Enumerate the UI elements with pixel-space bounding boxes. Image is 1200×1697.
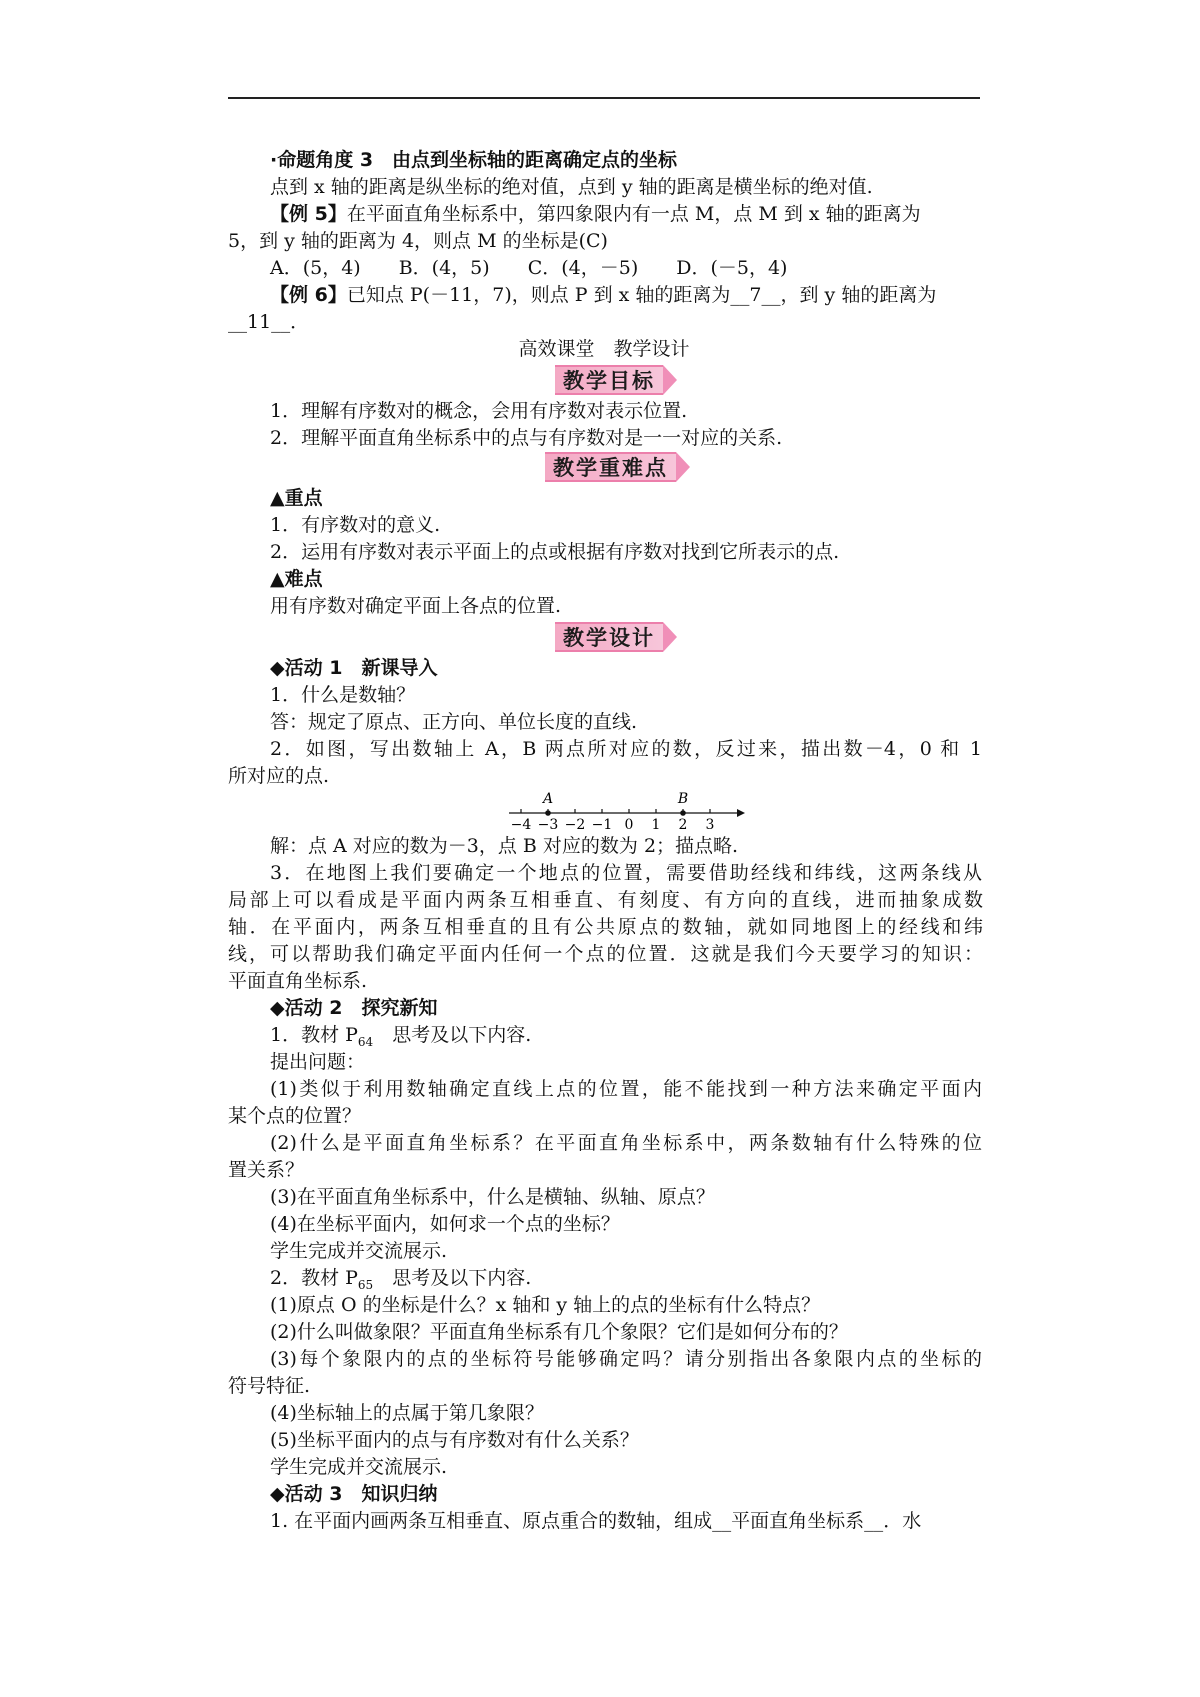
paragraph-line — [270, 1507, 982, 1535]
badge-label: 教学重难点 — [545, 452, 676, 482]
paragraph-line: 5，到 y 轴的距离为 4，则点 M 的坐标是(C) — [228, 230, 608, 252]
point-b-label: B — [677, 791, 689, 807]
paragraph-line: 学生完成并交流展示. — [270, 1240, 448, 1262]
paragraph-line: 学生完成并交流展示. — [270, 1456, 448, 1478]
section-title: 高效课堂 教学设计 — [518, 338, 690, 360]
paragraph-line: (2)什么是平面直角坐标系？在平面直角坐标系中，两条数轴有什么特殊的位 — [270, 1132, 982, 1154]
tick-label: 2 — [678, 817, 688, 832]
paragraph-line: 局部上可以看成是平面内两条互相垂直、有刻度、有方向的直线，进而抽象成数 — [228, 889, 983, 911]
paragraph-line: (3)在平面直角坐标系中，什么是横轴、纵轴、原点？ — [270, 1186, 715, 1208]
arrow-icon — [663, 365, 677, 395]
page-subscript: 65 — [357, 1277, 374, 1292]
point-b-dot — [680, 810, 686, 816]
text-run: 2．教材 P — [270, 1267, 358, 1289]
activity-heading: ◆活动 1 新课导入 — [270, 657, 438, 679]
activity-heading: ◆活动 3 知识归纳 — [270, 1483, 438, 1505]
paragraph-line — [270, 1021, 982, 1049]
list-item: 2．运用有序数对表示平面上的点或根据有序数对找到它所表示的点. — [270, 541, 840, 563]
answer-blank: __11__． — [228, 311, 310, 333]
subheading: ▲重点 — [270, 487, 323, 509]
paragraph-line — [270, 1264, 982, 1292]
paragraph-line: (4)在坐标平面内，如何求一个点的坐标？ — [270, 1213, 620, 1235]
paragraph-line: (5)坐标平面内的点与有序数对有什么关系？ — [270, 1429, 639, 1451]
paragraph-line: (1)原点 O 的坐标是什么？x 轴和 y 轴上的点的坐标有什么特点？ — [270, 1294, 821, 1316]
paragraph-line: (1)类似于利用数轴确定直线上点的位置，能不能找到一种方法来确定平面内 — [270, 1078, 982, 1100]
paragraph-line: 平面直角坐标系. — [228, 970, 368, 992]
tick-label: 1 — [651, 817, 661, 832]
number-line-figure — [505, 788, 745, 832]
tick-label: −1 — [591, 817, 613, 832]
heading-badge-design — [555, 621, 677, 653]
section-heading: ·命题角度 3 由点到坐标轴的距离确定点的坐标 — [270, 149, 678, 171]
list-item: 1．有序数对的意义. — [270, 514, 441, 536]
paragraph-line: 某个点的位置？ — [228, 1105, 362, 1127]
heading-badge-keypoints — [545, 451, 690, 483]
tick-label: −3 — [537, 817, 559, 832]
list-item: 2．理解平面直角坐标系中的点与有序数对是一一对应的关系. — [270, 427, 783, 449]
paragraph-line: 1．什么是数轴？ — [270, 684, 416, 706]
heading-badge-objectives — [555, 364, 677, 396]
example-label: 【例 5】 — [270, 203, 347, 225]
text-run: 思考及以下内容. — [373, 1267, 532, 1289]
example-label: 【例 6】 — [270, 284, 347, 306]
paragraph-line: 轴．在平面内，两条互相垂直的且有公共原点的数轴，就如同地图上的经线和纬 — [228, 916, 983, 938]
arrow-icon — [663, 622, 677, 652]
paragraph-line: 点到 x 轴的距离是纵坐标的绝对值，点到 y 轴的距离是横坐标的绝对值. — [270, 176, 873, 198]
text-run: 1. 在平面内画两条互相垂直、原点重合的数轴，组成 — [270, 1510, 713, 1532]
point-a-label: A — [542, 791, 554, 807]
example-text: 已知点 P(－11，7)，则点 P 到 x 轴的距离为 — [346, 284, 731, 306]
answer-blank: __平面直角坐标系__ — [712, 1510, 884, 1532]
header-rule — [228, 97, 980, 99]
example-6-line — [270, 281, 982, 309]
example-text: 在平面直角坐标系中，第四象限内有一点 M，点 M 到 x 轴的距离为 — [346, 203, 921, 225]
paragraph-line: 答：规定了原点、正方向、单位长度的直线. — [270, 711, 638, 733]
paragraph-line: (3)每个象限内的点的坐标符号能够确定吗？请分别指出各象限内点的坐标的 — [270, 1348, 982, 1370]
paragraph-line: 所对应的点. — [228, 765, 330, 787]
page-subscript: 64 — [357, 1034, 374, 1049]
paragraph-line: 符号特征. — [228, 1375, 311, 1397]
tick-label: −2 — [564, 817, 586, 832]
tick-label: −4 — [510, 817, 532, 832]
answer-options: A．(5，4) B．(4，5) C．(4，－5) D．(－5，4) — [270, 257, 788, 279]
subheading: ▲难点 — [270, 568, 323, 590]
axis-arrow-icon — [737, 809, 745, 817]
badge-label: 教学目标 — [555, 365, 663, 395]
paragraph-line: (4)坐标轴上的点属于第几象限？ — [270, 1402, 544, 1424]
paragraph-line: 提出问题： — [270, 1051, 366, 1073]
activity-heading: ◆活动 2 探究新知 — [270, 997, 438, 1019]
example-text: ，到 y 轴的距离为 — [780, 284, 937, 306]
example-5-line — [270, 200, 982, 228]
text-run: 1．教材 P — [270, 1024, 358, 1046]
list-item: 1．理解有序数对的概念，会用有序数对表示位置. — [270, 400, 688, 422]
paragraph-line: 置关系？ — [228, 1159, 305, 1181]
paragraph-line: 用有序数对确定平面上各点的位置. — [270, 595, 562, 617]
paragraph-line: (2)什么叫做象限？平面直角坐标系有几个象限？它们是如何分布的？ — [270, 1321, 848, 1343]
tick-label: 0 — [624, 817, 634, 832]
arrow-icon — [676, 452, 690, 482]
tick-label: 3 — [705, 817, 715, 832]
point-a-dot — [545, 810, 551, 816]
paragraph-line: 解：点 A 对应的数为－3，点 B 对应的数为 2；描点略. — [270, 835, 739, 857]
paragraph-line: 2．如图，写出数轴上 A，B 两点所对应的数，反过来，描出数－4，0 和 1 — [270, 738, 982, 760]
badge-label: 教学设计 — [555, 622, 663, 652]
paragraph-line: 3．在地图上我们要确定一个地点的位置，需要借助经线和纬线，这两条线从 — [270, 862, 982, 884]
text-run: ．水 — [883, 1510, 922, 1532]
paragraph-line: 线，可以帮助我们确定平面内任何一个点的位置．这就是我们今天要学习的知识： — [228, 943, 983, 965]
text-run: 思考及以下内容. — [373, 1024, 532, 1046]
answer-blank: __7__ — [730, 284, 781, 306]
